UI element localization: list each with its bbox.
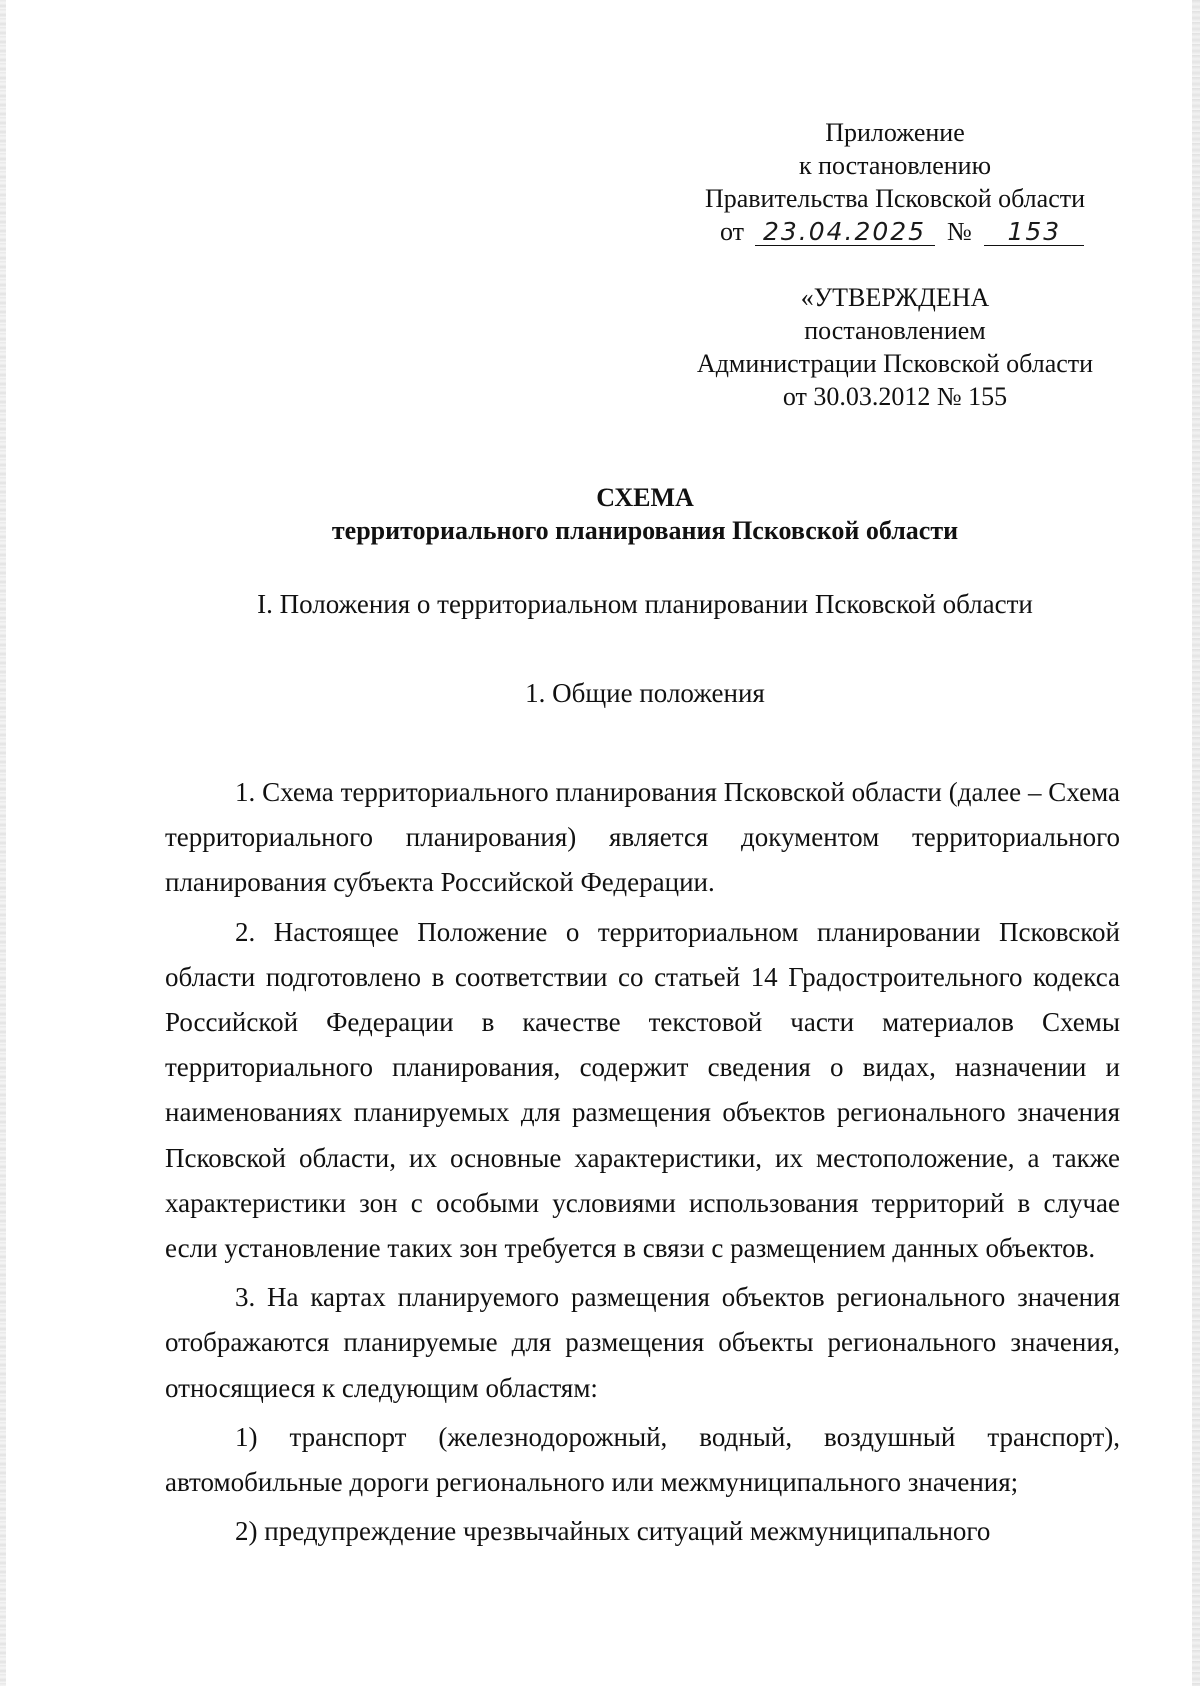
approved-line-1: «УТВЕРЖДЕНА [800, 283, 990, 312]
document-title [150, 481, 1140, 547]
scan-edge-right [1192, 0, 1200, 1686]
approved-line-2: постановлением [804, 316, 986, 345]
date-prefix: от [720, 217, 745, 246]
section-heading: I. Положения о территориальном планировании Псковской области [257, 589, 1033, 619]
approved-line-3: Администрации Псковской области [696, 349, 1094, 378]
handwritten-number: 153 [984, 219, 1084, 246]
paragraph: 1. Схема территориального планирования Псковской области (далее – Схема территориального планирования) является документом территориального планирования субъекта Российской Федерации. [165, 777, 1120, 898]
sub-heading: 1. Общие положения [525, 678, 765, 708]
paragraph: 2. Настоящее Положение о территориальном планировании Псковской области подготовлено в соответствии со статьей 14 Градостроительного кодекса Российской Федерации в качестве текстовой части материалов Схемы территориального планирования, содержит сведения о видах, назначении и наименованиях планируемых для размещения объектов регионального значения Псковской области, их основные характеристики, их местоположение, а также характеристики зон с особыми условиями использования территорий в случае если установление таких зон требуется в связи с размещением данных объектов. [165, 916, 1120, 1264]
title-line-2: территориального планирования Псковской области [331, 516, 959, 545]
scan-edge-left [0, 0, 6, 1686]
paragraph: 2) предупреждение чрезвычайных ситуаций межмуниципального [235, 1516, 991, 1547]
title-line-1: СХЕМА [596, 483, 694, 512]
annex-block [660, 116, 1130, 248]
approved-block [660, 281, 1130, 413]
annex-line-1: Приложение [825, 118, 965, 147]
annex-line-2: к постановлению [798, 151, 992, 180]
paragraph: 1) транспорт (железнодорожный, водный, воздушный транспорт), автомобильные дороги регионального или межмуниципального значения; [165, 1421, 1120, 1498]
handwritten-date: 23.04.2025 [755, 219, 935, 246]
annex-date-line [660, 215, 1130, 248]
approved-line-4: от 30.03.2012 № 155 [782, 382, 1008, 411]
annex-line-3: Правительства Псковской области [704, 184, 1086, 213]
body-text [165, 770, 1120, 1558]
number-sign: № [947, 217, 972, 246]
paragraph: 3. На картах планируемого размещения объектов регионального значения отображаются планируемые для размещения объекты регионального значения, относящиеся к следующим областям: [165, 1282, 1120, 1403]
